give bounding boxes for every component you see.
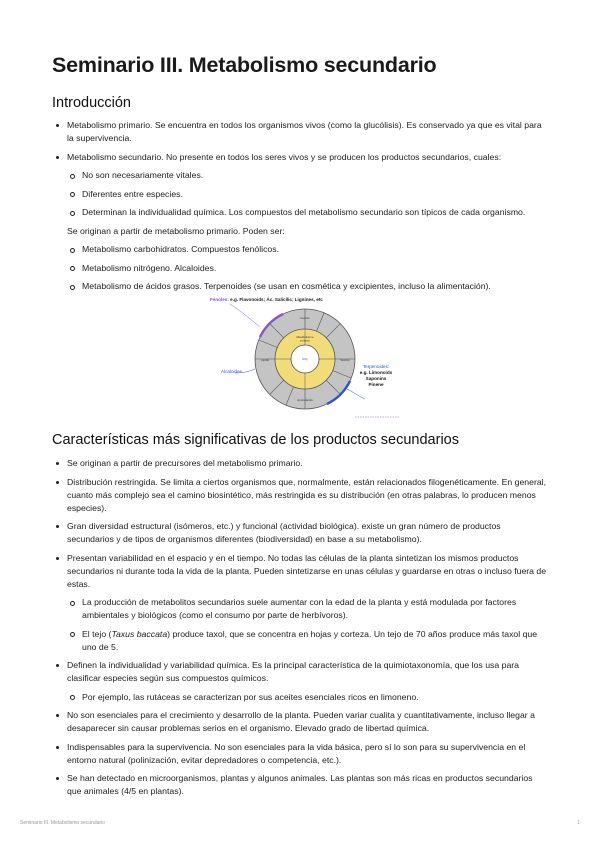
sub-list-item: La producción de metabolitos secundarios suele aumentar con la edad de la planta y está modulada por factores ambientales y biológicos (como el consumo por parte de herbívoros). [52, 596, 548, 622]
terpenoides-examples: e.g. Limonoids [359, 370, 393, 375]
sub-list-item: Metabolismo carbohidratos. Compuestos fenólicos. [52, 243, 548, 256]
list-item: Se han detectado en microorganismos, plantas y algunos animales. Las plantas son más ricas en productos secundarios que animales (4/5 en plantas). [52, 772, 548, 798]
svg-text:Fenols: Fenols [300, 316, 310, 320]
svg-text:Metabolisme: Metabolisme [296, 335, 314, 339]
list-item: Distribución restringida. Se limita a ciertos organismos que, normalmente, están relacionados filogenéticamente. En general, cuanto más complejo sea el camino biosintético, más restringida es su distribución (en otras palabras, lo producen menos especies). [52, 476, 548, 515]
origin-list [52, 243, 548, 293]
list-item: Indispensables para la supervivencia. No son esenciales para la vida básica, pero sí lo son para su supervivencia en el entorno natural (polinización, evitar depredadores o competencia, etc.). [52, 741, 548, 767]
intro-list [52, 119, 548, 219]
characteristics-list [52, 457, 548, 798]
fenoles-label: Fenoles: [210, 297, 229, 302]
svg-text:CO₂: CO₂ [302, 357, 308, 361]
list-item: Definen la individualidad y variabilidad química. Es la principal característica de la quimiotaxonomía, que los usa para clasificar especies según sus compuestos químicos. [52, 659, 548, 685]
sub-list-item: No son necesariamente vitales. [52, 169, 548, 182]
taxus-pre: El tejo ( [82, 628, 112, 639]
sub-list-item: Metabolismo de ácidos grasos. Terpenoides (se usan en cosmética y excipientes, incluso la alimentación). [52, 280, 548, 293]
alcaloides-caption: Alcaloides [221, 369, 242, 374]
terpenoides-label: Terpenoides: [362, 364, 390, 369]
fenoles-caption [210, 297, 323, 303]
svg-text:primari: primari [300, 338, 310, 343]
taxus-species: Taxus baccata [111, 628, 168, 639]
footer-title: Seminario III. Metabolismo secundario [20, 820, 106, 826]
characteristics-heading: Características más significativas de los productos secundarios [52, 432, 459, 448]
list-item: Se originan a partir de precursores del metabolismo primario. [52, 457, 548, 470]
list-item: Metabolismo primario. Se encuentra en todos los organismos vivos (como la glucólisis). Es conservado ya que es vital para la supervivencia. [52, 119, 548, 145]
taxus-post: ) produce taxol, que se concentra en hojas y corteza. Un tejo de 70 años produce más taxol que uno de 5. [82, 628, 538, 652]
intro-paragraph: Se originan a partir de metabolismo primario. Poden ser: [67, 225, 285, 236]
svg-text:Aminoàcids: Aminoàcids [297, 398, 313, 402]
list-item: Presentan variabilidad en el espacio y en el tiempo. No todas las células de la planta sintetizan los mismos productos secundarios ni durante toda la vida de la planta. Pueden sintetizarse en unas células y guardarse en otras o incluso fuera de estas. [52, 552, 548, 591]
terpenoides-caption [346, 364, 406, 388]
sub-list-item: Por ejemplo, las rutáceas se caracterizan por sus aceites esenciales ricos en limoneno. [52, 691, 548, 704]
page-footer [20, 820, 580, 826]
sub-list-item: Diferentes entre especies. [52, 188, 548, 201]
page-title: Seminario III. Metabolismo secundario [52, 53, 437, 77]
page-number: 1 [577, 820, 580, 826]
intro-heading: Introducción [52, 95, 131, 111]
svg-text:Sucres: Sucres [340, 358, 350, 362]
sub-list-item: Determinan la individualidad química. Los compuestos del metabolismo secundario son típicos de cada organismo. [52, 206, 548, 219]
list-item: Gran diversidad estructural (isómeros, etc.) y funcional (actividad biológica). existe un gran número de productos secundarios y de tipos de organismos diferentes (biodiversidad) en base a su metabolismo). [52, 520, 548, 546]
pinene-label: Pinene [368, 382, 384, 387]
sub-list-item-taxus [52, 628, 548, 654]
sub-list-item: Metabolismo nitrógeno. Alcaloides. [52, 262, 548, 275]
saponins-label: Saponins [365, 376, 387, 381]
svg-text:Lipids: Lipids [261, 358, 269, 362]
fenoles-examples: e.g. Flavonoids; Ác. Salicílic; Lignines, etc [230, 297, 323, 302]
metabolism-figure [0, 299, 600, 419]
list-item: Metabolismo secundario. No presente en todos los seres vivos y se producen los productos secundarios, cuales: [52, 151, 548, 164]
list-item: No son esenciales para el crecimiento y desarrollo de la planta. Pueden variar cualita y cuantitativamente, incluso llegar a desaparecer sin causar problemas serios en el organismo. Elevado grado de libertad química. [52, 709, 548, 735]
metabolism-wheel-diagram [0, 299, 600, 419]
